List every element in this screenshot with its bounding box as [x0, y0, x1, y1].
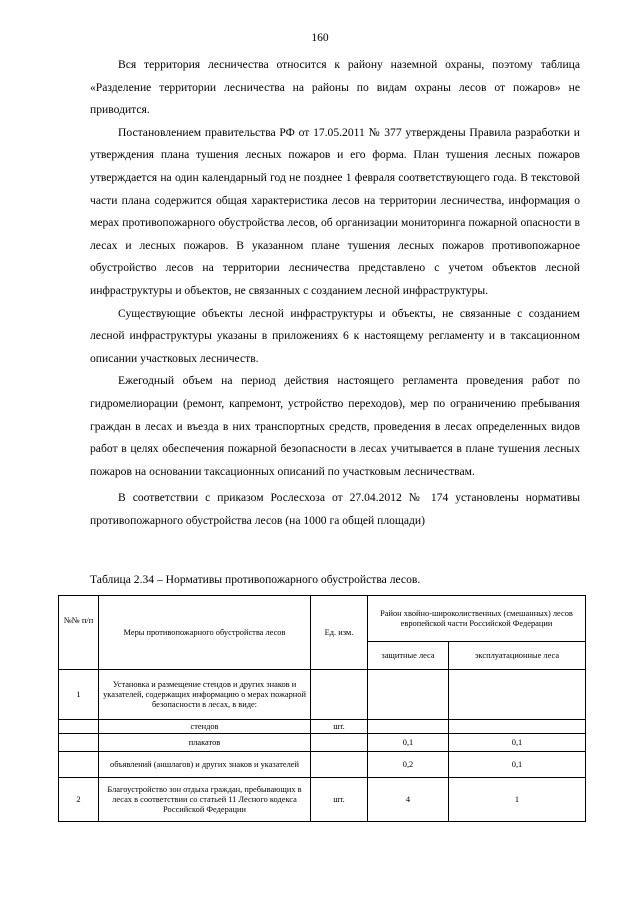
cell-unit: шт. [311, 778, 368, 822]
header-measures: Меры противопожарного обустройства лесов [99, 596, 311, 670]
paragraph: Существующие объекты лесной инфраструктуры и объекты, не связанные с созданием лесной инфраструктуры указаны в приложениях 6 к настоящему регламенту и в таксационном описании участковых лесничеств. [90, 306, 580, 365]
table-row [59, 670, 586, 720]
cell-measure: Установка и размещение стендов и других знаков и указателей, содержащих информацию о мерах пожарной безопасности в лесах, в виде: [99, 670, 311, 720]
cell-num [59, 734, 99, 752]
cell-exploitation [449, 720, 586, 734]
cell-protective [368, 720, 449, 734]
header-exploitation: эксплуатационные леса [449, 642, 586, 670]
cell-num [59, 752, 99, 778]
cell-num [59, 720, 99, 734]
page-number: 160 [311, 32, 329, 44]
paragraph: Ежегодный объем на период действия настоящего регламента проведения работ по гидромелиорации (ремонт, капремонт, устройство переходов), мер по ограничению пребывания граждан в лесах и въезда в них транспортных средств, проведения в лесах определенных видов работ в целях обеспечения пожарной безопасности в лесах учитывается в плане тушения лесных пожаров на основании таксационных описаний по участковым лесничествам. [90, 374, 580, 478]
body-text [90, 54, 580, 532]
table-row [59, 778, 586, 822]
cell-protective: 4 [368, 778, 449, 822]
cell-exploitation: 1 [449, 778, 586, 822]
cell-measure: стендов [99, 720, 311, 734]
cell-num: 1 [59, 670, 99, 720]
header-protective: защитные леса [368, 642, 449, 670]
cell-unit [311, 734, 368, 752]
table-row [59, 752, 586, 778]
header-region: Район хвойно-широколиственных (смешанных) лесов европейской части Российской Федерации [368, 596, 586, 642]
header-num: №№ п/п [59, 596, 99, 670]
cell-exploitation: 0,1 [449, 734, 586, 752]
paragraph: В соответствии с приказом Рослесхоза от 27.04.2012 № 174 установлены нормативы противопожарного обустройства лесов (на 1000 га общей площади) [90, 491, 580, 527]
paragraph: Вся территория лесничества относится к району наземной охраны, поэтому таблица «Разделение территории лесничества на районы по видам охраны лесов от пожаров» не приводится. [90, 58, 580, 117]
cell-exploitation [449, 670, 586, 720]
cell-unit [311, 752, 368, 778]
cell-measure: объявлений (аншлагов) и других знаков и указателей [99, 752, 311, 778]
header-unit: Ед. изм. [311, 596, 368, 670]
cell-measure: плакатов [99, 734, 311, 752]
norms-table [58, 595, 586, 822]
paragraph: Постановлением правительства РФ от 17.05.2011 № 377 утверждены Правила разработки и утверждения плана тушения лесных пожаров и его форма. План тушения лесных пожаров утверждается на один календарный год не позднее 1 февраля соответствующего года. В текстовой части плана содержится общая характеристика лесов на территории лесничества, информация о мерах противопожарного обустройства лесов, об организации мониторинга пожарной опасности в лесах и лесных пожаров. В указанном плане тушения лесных пожаров противопожарное обустройство лесов на территории лесничества представлено с учетом объектов лесной инфраструктуры и объектов, не связанных с созданием лесной инфраструктуры. [90, 125, 580, 297]
cell-protective [368, 670, 449, 720]
cell-num: 2 [59, 778, 99, 822]
cell-protective: 0,2 [368, 752, 449, 778]
cell-unit: шт. [311, 720, 368, 734]
cell-measure: Благоустройство зон отдыха граждан, пребывающих в лесах в соответствии со статьей 11 Лесного кодекса Российской Федерации [99, 778, 311, 822]
cell-unit [311, 670, 368, 720]
table-row [59, 720, 586, 734]
cell-protective: 0,1 [368, 734, 449, 752]
table-row [59, 734, 586, 752]
cell-exploitation: 0,1 [449, 752, 586, 778]
table-caption: Таблица 2.34 – Нормативы противопожарного обустройства лесов. [90, 573, 421, 586]
